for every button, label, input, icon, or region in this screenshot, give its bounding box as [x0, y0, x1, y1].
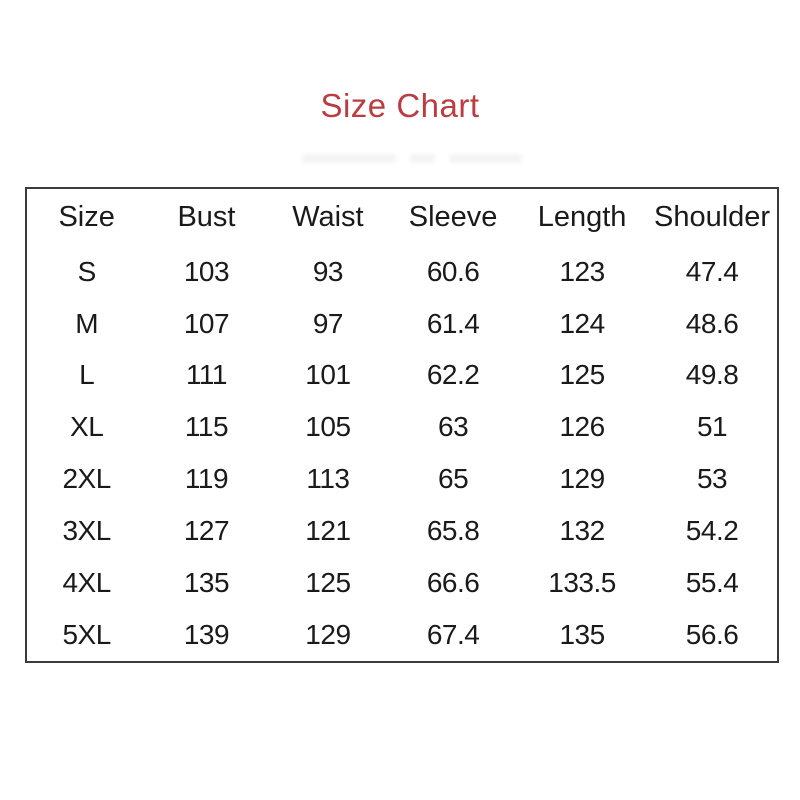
- value-cell: 125: [305, 566, 351, 598]
- page-title: Size Chart: [320, 87, 480, 124]
- watermark-blob: [302, 154, 396, 163]
- table-row: [26, 401, 778, 453]
- value-cell: 135: [183, 566, 230, 598]
- value-cell: 111: [185, 359, 227, 391]
- column-header-sleeve: Sleeve: [408, 201, 498, 233]
- size-cell: 3XL: [62, 514, 111, 546]
- value-cell: 115: [184, 411, 229, 443]
- table-header-row: [26, 188, 778, 246]
- value-cell: 93: [312, 255, 343, 287]
- value-cell: 55.4: [685, 566, 739, 598]
- size-chart-table: [25, 187, 779, 663]
- value-cell: 107: [183, 307, 230, 339]
- column-header-size: Size: [58, 201, 115, 233]
- value-cell: 47.4: [685, 255, 739, 287]
- table-row: [26, 350, 778, 402]
- size-cell: L: [79, 359, 95, 391]
- value-cell: 54.2: [685, 514, 739, 546]
- value-cell: 66.6: [426, 566, 480, 598]
- size-cell: S: [77, 255, 96, 287]
- watermark-blob: [449, 154, 522, 163]
- value-cell: 125: [559, 359, 605, 391]
- value-cell: 129: [559, 463, 605, 495]
- table-row: [26, 609, 778, 662]
- value-cell: 129: [305, 618, 351, 650]
- value-cell: 121: [305, 514, 351, 546]
- size-cell: 5XL: [62, 618, 111, 650]
- value-cell: 126: [559, 411, 605, 443]
- value-cell: 62.2: [426, 359, 480, 391]
- value-cell: 124: [559, 307, 605, 339]
- size-cell: 4XL: [62, 566, 111, 598]
- value-cell: 65.8: [426, 514, 480, 546]
- column-header-waist: Waist: [292, 201, 364, 233]
- value-cell: 123: [559, 255, 605, 287]
- size-cell: M: [75, 307, 99, 339]
- table-row: [26, 246, 778, 298]
- value-cell: 139: [183, 618, 230, 650]
- table-row: [26, 453, 778, 505]
- value-cell: 63: [438, 411, 469, 443]
- value-cell: 61.4: [426, 307, 480, 339]
- column-header-shoulder: Shoulder: [654, 201, 771, 233]
- value-cell: 56.6: [685, 618, 739, 650]
- watermark-blob: [410, 154, 434, 163]
- size-cell: XL: [70, 411, 104, 443]
- size-table-body: [26, 246, 778, 662]
- value-cell: 49.8: [685, 359, 739, 391]
- value-cell: 105: [305, 411, 351, 443]
- value-cell: 113: [306, 463, 350, 495]
- column-header-length: Length: [537, 201, 627, 233]
- value-cell: 97: [312, 307, 343, 339]
- value-cell: 103: [183, 255, 230, 287]
- value-cell: 119: [184, 463, 229, 495]
- table-row: [26, 505, 778, 557]
- value-cell: 101: [305, 359, 351, 391]
- table-row: [26, 298, 778, 350]
- column-header-bust: Bust: [177, 201, 236, 233]
- value-cell: 127: [183, 514, 230, 546]
- value-cell: 51: [696, 411, 728, 443]
- value-cell: 60.6: [426, 255, 480, 287]
- table-row: [26, 557, 778, 609]
- value-cell: 53: [696, 463, 728, 495]
- value-cell: 67.4: [426, 618, 480, 650]
- size-cell: 2XL: [62, 463, 111, 495]
- value-cell: 133.5: [548, 566, 616, 598]
- value-cell: 48.6: [685, 307, 739, 339]
- value-cell: 135: [559, 618, 605, 650]
- value-cell: 132: [559, 514, 605, 546]
- value-cell: 65: [438, 463, 469, 495]
- faded-watermark: [302, 150, 522, 166]
